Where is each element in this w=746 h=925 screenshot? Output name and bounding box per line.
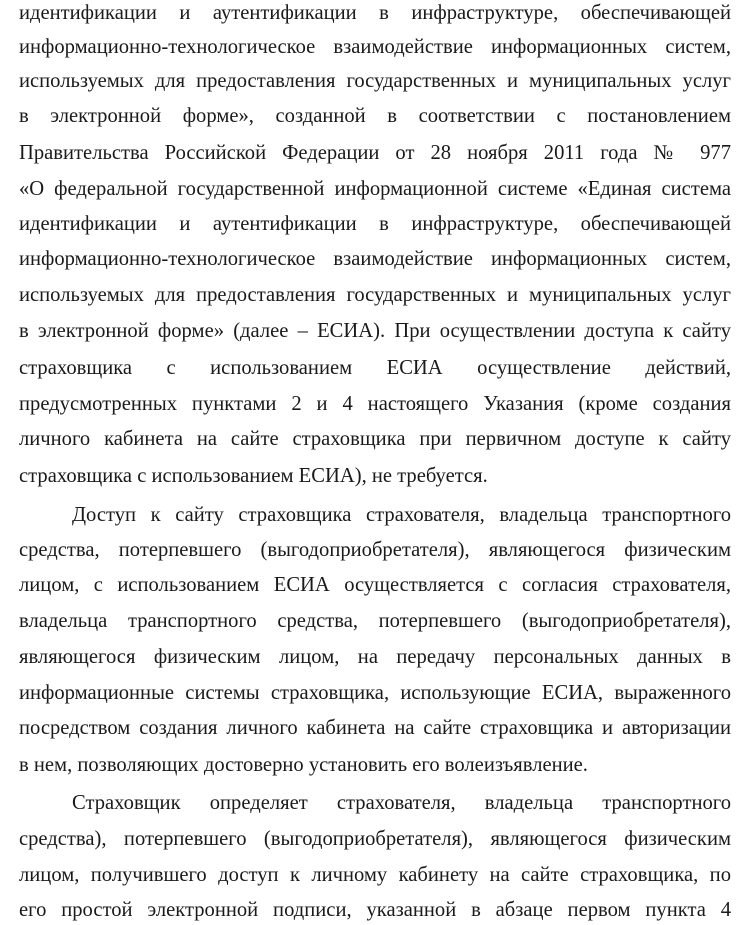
text-line: «О федеральной государственной информационной системе «Единая система <box>19 178 731 200</box>
text-line: Правительства Российской Федерации от 28 ноября 2011 года № 977 <box>19 142 731 164</box>
text-line: средства, потерпевшего (выгодоприобретателя), являющегося физическим <box>19 539 731 561</box>
text-line: средства), потерпевшего (выгодоприобретателя), являющегося физическим <box>19 828 731 850</box>
text-line: страховщика с использованием ЕСИА), не требуется. <box>19 465 488 487</box>
text-line: лицом, с использованием ЕСИА осуществляется с согласия страхователя, <box>19 574 731 596</box>
text-line: являющегося физическим лицом, на передачу персональных данных в <box>19 646 731 668</box>
text-line: идентификации и аутентификации в инфраструктуре, обеспечивающей <box>19 213 731 235</box>
text-line: Доступ к сайту страховщика страхователя, владельца транспортного <box>72 504 731 526</box>
text-line: владельца транспортного средства, потерпевшего (выгодоприобретателя), <box>19 610 731 632</box>
text-line: посредством создания личного кабинета на сайте страховщика и авторизации <box>19 717 731 739</box>
text-line: используемых для предоставления государственных и муниципальных услуг <box>19 70 731 92</box>
text-line: в электронной форме», созданной в соответствии с постановлением <box>19 105 731 127</box>
text-line: Страховщик определяет страхователя, владельца транспортного <box>72 792 731 814</box>
text-line: информационные системы страховщика, использующие ЕСИА, выраженного <box>19 682 731 704</box>
text-line: используемых для предоставления государственных и муниципальных услуг <box>19 284 731 306</box>
text-line: личного кабинета на сайте страховщика при первичном доступе к сайту <box>19 428 731 450</box>
text-line: идентификации и аутентификации в инфраструктуре, обеспечивающей <box>19 2 731 24</box>
text-line: информационно-технологическое взаимодействие информационных систем, <box>19 36 731 58</box>
text-line: в электронной форме» (далее – ЕСИА). При осуществлении доступа к сайту <box>19 320 731 342</box>
text-line: лицом, получившего доступ к личному кабинету на сайте страховщика, по <box>19 864 731 886</box>
text-line: информационно-технологическое взаимодействие информационных систем, <box>19 248 731 270</box>
text-line: страховщика с использованием ЕСИА осуществление действий, <box>19 357 731 379</box>
text-line: предусмотренных пунктами 2 и 4 настоящего Указания (кроме создания <box>19 393 731 415</box>
text-line: в нем, позволяющих достоверно установить его волеизъявление. <box>19 754 588 776</box>
text-line: его простой электронной подписи, указанной в абзаце первом пункта 4 <box>19 899 731 921</box>
